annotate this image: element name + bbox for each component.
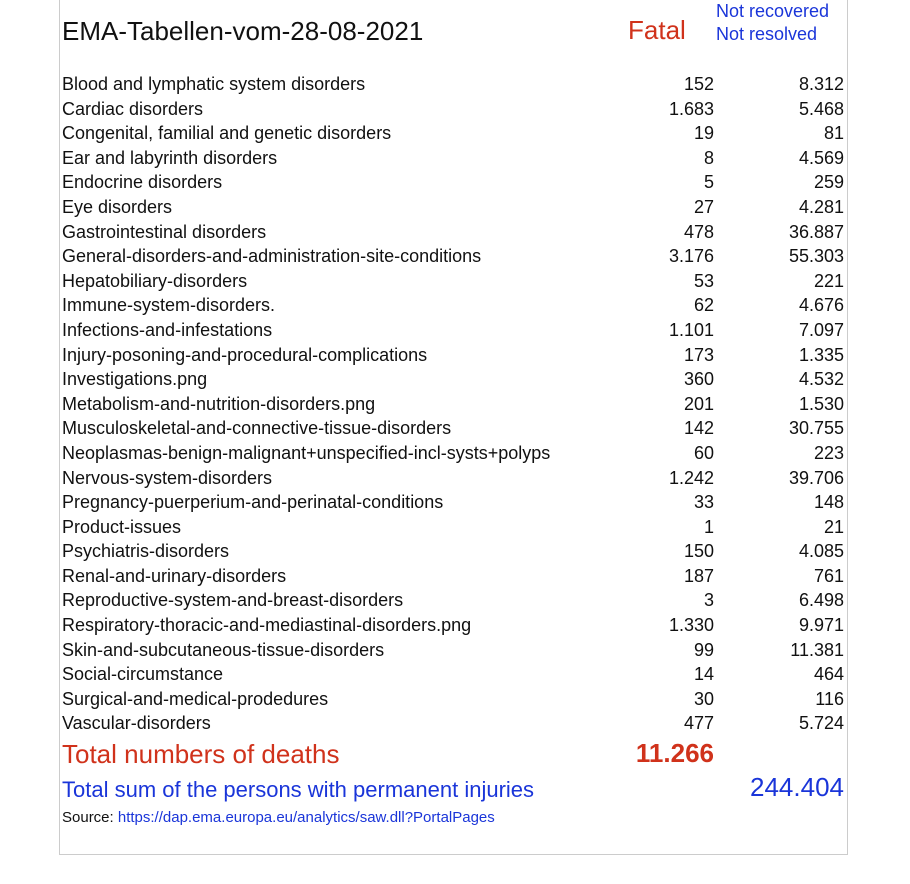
table-row bbox=[62, 515, 846, 540]
fatal-count: 99 bbox=[693, 639, 714, 660]
disorder-label: Injury-posoning-and-procedural-complications bbox=[62, 344, 428, 365]
disorder-label: Cardiac disorders bbox=[62, 98, 204, 119]
not-recovered-count: 148 bbox=[813, 492, 844, 513]
fatal-count: 33 bbox=[693, 492, 714, 513]
disorder-label: Metabolism-and-nutrition-disorders.png bbox=[62, 393, 376, 414]
disorder-label: Infections-and-infestations bbox=[62, 319, 273, 340]
disorder-label: Renal-and-urinary-disorders bbox=[62, 565, 287, 586]
total-deaths-value: 11.266 bbox=[635, 738, 714, 768]
not-resolved-column-header: Not resolved bbox=[716, 24, 818, 44]
table-row bbox=[62, 146, 846, 171]
source-line bbox=[62, 809, 495, 826]
disorder-label: Skin-and-subcutaneous-tissue-disorders bbox=[62, 639, 385, 660]
not-recovered-count: 21 bbox=[823, 516, 844, 537]
table-row bbox=[62, 170, 846, 195]
table-row bbox=[62, 613, 846, 638]
table-row bbox=[62, 392, 846, 417]
table-row bbox=[62, 97, 846, 122]
not-recovered-count: 6.498 bbox=[798, 590, 844, 611]
table-row bbox=[62, 121, 846, 146]
table-row bbox=[62, 711, 846, 736]
table-row bbox=[62, 72, 846, 97]
fatal-count: 1.101 bbox=[668, 319, 714, 340]
fatal-count: 14 bbox=[693, 664, 714, 685]
disorder-label: General-disorders-and-administration-site-conditions bbox=[62, 246, 482, 267]
table-row bbox=[62, 466, 846, 491]
not-recovered-count: 4.676 bbox=[798, 295, 844, 316]
disorder-label: Respiratory-thoracic-and-mediastinal-disorders.png bbox=[62, 615, 472, 636]
disorders-table bbox=[62, 72, 846, 736]
table-row bbox=[62, 220, 846, 245]
fatal-count: 173 bbox=[683, 344, 714, 365]
table-row bbox=[62, 539, 846, 564]
disorder-label: Hepatobiliary-disorders bbox=[62, 270, 248, 291]
disorder-label: Congenital, familial and genetic disorders bbox=[62, 123, 392, 144]
not-recovered-count: 223 bbox=[813, 442, 844, 463]
not-recovered-count: 5.468 bbox=[798, 98, 844, 119]
not-recovered-count: 11.381 bbox=[790, 639, 844, 660]
not-recovered-count: 55.303 bbox=[788, 246, 844, 267]
fatal-count: 19 bbox=[693, 123, 714, 144]
total-deaths-label: Total numbers of deaths bbox=[62, 739, 340, 769]
not-recovered-count: 4.085 bbox=[798, 541, 844, 562]
source-link[interactable]: https://dap.ema.europa.eu/analytics/saw.dll?PortalPages bbox=[117, 809, 495, 826]
not-recovered-count: 1.335 bbox=[798, 344, 844, 365]
fatal-count: 60 bbox=[693, 442, 714, 463]
table-row bbox=[62, 564, 846, 589]
table-row bbox=[62, 293, 846, 318]
not-recovered-count: 36.887 bbox=[788, 221, 844, 242]
fatal-count: 1.242 bbox=[668, 467, 714, 488]
fatal-count: 27 bbox=[693, 196, 714, 217]
table-row bbox=[62, 441, 846, 466]
fatal-count: 478 bbox=[683, 221, 714, 242]
not-recovered-count: 259 bbox=[813, 172, 844, 193]
total-injuries-label: Total sum of the persons with permanent injuries bbox=[62, 777, 535, 802]
table-row bbox=[62, 687, 846, 712]
not-recovered-count: 9.971 bbox=[798, 615, 844, 636]
table-row bbox=[62, 367, 846, 392]
fatal-count: 30 bbox=[693, 688, 714, 709]
table-row bbox=[62, 195, 846, 220]
fatal-count: 201 bbox=[683, 393, 714, 414]
not-recovered-column-header: Not recovered bbox=[716, 1, 830, 21]
not-recovered-count: 4.281 bbox=[798, 196, 844, 217]
disorder-label: Immune-system-disorders. bbox=[62, 295, 276, 316]
fatal-count: 187 bbox=[683, 565, 714, 586]
fatal-count: 360 bbox=[683, 369, 714, 390]
not-recovered-count: 464 bbox=[813, 664, 844, 685]
fatal-count: 3 bbox=[703, 590, 714, 611]
total-injuries-value: 244.404 bbox=[750, 772, 844, 802]
fatal-count: 62 bbox=[693, 295, 714, 316]
disorder-label: Gastrointestinal disorders bbox=[62, 221, 267, 242]
disorder-label: Vascular-disorders bbox=[62, 713, 211, 734]
not-recovered-count: 116 bbox=[815, 688, 844, 709]
fatal-count: 1.683 bbox=[668, 98, 714, 119]
disorder-label: Neoplasmas-benign-malignant+unspecified-incl-systs+polyps bbox=[62, 442, 551, 463]
not-recovered-count: 761 bbox=[813, 565, 844, 586]
fatal-column-header: Fatal bbox=[628, 15, 686, 45]
disorder-label: Psychiatris-disorders bbox=[62, 541, 230, 562]
disorder-label: Product-issues bbox=[62, 516, 182, 537]
source-prefix: Source: bbox=[62, 809, 118, 826]
table-row bbox=[62, 343, 846, 368]
disorder-label: Social-circumstance bbox=[62, 664, 224, 685]
fatal-count: 8 bbox=[703, 147, 714, 168]
not-recovered-count: 1.530 bbox=[798, 393, 844, 414]
not-recovered-count: 221 bbox=[813, 270, 844, 291]
fatal-count: 477 bbox=[683, 713, 714, 734]
not-recovered-count: 4.532 bbox=[798, 369, 844, 390]
not-recovered-count: 8.312 bbox=[798, 74, 844, 94]
disorder-label: Investigations.png bbox=[62, 369, 208, 390]
fatal-count: 142 bbox=[683, 418, 714, 439]
disorder-label: Eye disorders bbox=[62, 196, 173, 217]
table-row bbox=[62, 269, 846, 294]
not-recovered-count: 4.569 bbox=[798, 147, 844, 168]
table-row bbox=[62, 662, 846, 687]
disorder-label: Pregnancy-puerperium-and-perinatal-conditions bbox=[62, 492, 444, 513]
fatal-count: 5 bbox=[703, 172, 714, 193]
table-row bbox=[62, 416, 846, 441]
fatal-count: 53 bbox=[693, 270, 714, 291]
table-row bbox=[62, 244, 846, 269]
disorder-label: Musculoskeletal-and-connective-tissue-disorders bbox=[62, 418, 452, 439]
fatal-count: 152 bbox=[683, 74, 714, 94]
fatal-count: 150 bbox=[683, 541, 714, 562]
disorder-label: Ear and labyrinth disorders bbox=[62, 147, 278, 168]
fatal-count: 1 bbox=[703, 516, 714, 537]
disorder-label: Blood and lymphatic system disorders bbox=[62, 74, 366, 94]
not-recovered-count: 5.724 bbox=[798, 713, 844, 734]
not-recovered-count: 81 bbox=[823, 123, 844, 144]
not-recovered-count: 39.706 bbox=[788, 467, 844, 488]
table-row bbox=[62, 588, 846, 613]
document-title: EMA-Tabellen-vom-28-08-2021 bbox=[62, 16, 424, 46]
not-recovered-count: 7.097 bbox=[798, 319, 844, 340]
disorder-label: Nervous-system-disorders bbox=[62, 467, 273, 488]
disorder-label: Endocrine disorders bbox=[62, 172, 223, 193]
not-recovered-count: 30.755 bbox=[788, 418, 844, 439]
disorder-label: Reproductive-system-and-breast-disorders bbox=[62, 590, 404, 611]
fatal-count: 1.330 bbox=[668, 615, 714, 636]
fatal-count: 3.176 bbox=[668, 246, 714, 267]
table-row bbox=[62, 318, 846, 343]
table-row bbox=[62, 490, 846, 515]
disorder-label: Surgical-and-medical-prodedures bbox=[62, 688, 329, 709]
table-row bbox=[62, 638, 846, 663]
